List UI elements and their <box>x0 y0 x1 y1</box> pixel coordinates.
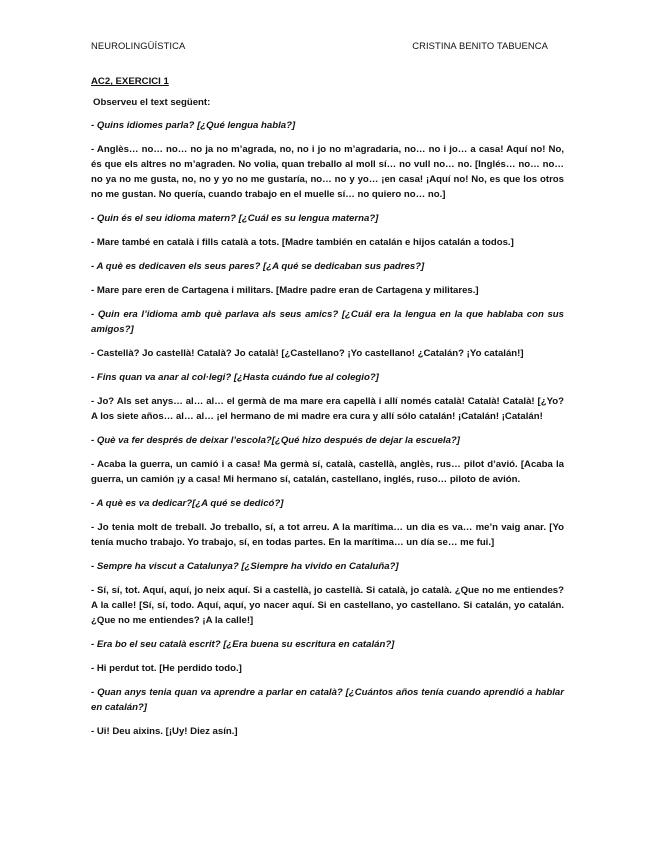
question-1: - Quins idiomes parla? [¿Qué lengua habla?] <box>91 120 296 131</box>
answer-1: - Anglès… no… no… no ja no m’agrada, no, no i jo no m’agradaria, no… no i jo… a casa! Aquí no! No, és que els altres no m’agraden. No volia, quan treballo al moll sí… no vull no… no. [Inglés… no… no… no ya no me gusta, no, no y yo no me gustaría, no… no y yo… ¡en casa! ¡Aquí no! No, es que los otros no me gustan. No quería, cuando trabajo en el muelle sí… no quiero no… no.] <box>91 144 564 200</box>
question-7: - A què es va dedicar?[¿A qué se dedicó?] <box>91 498 284 509</box>
page-header <box>91 40 548 51</box>
question-6: - Què va fer després de deixar l’escola?[¿Qué hizo después de dejar la escuela?] <box>91 435 460 446</box>
answer-7: - Jo tenia molt de treball. Jo treballo, sí, a tot arreu. A la marítima… un dia es va… me’n vaig anar. [Yo tenía mucho trabajo. Yo trabajo, sí, en todas partes. En la marítima… un día se… me fui.] <box>91 522 564 548</box>
answer-5: - Jo? Als set anys… al… al… el germà de ma mare era capellà i allí només català! Català! Català! [¿Yo? A los siete años… al… al… ¡el hermano de mi madre era cura y allí sólo catalán! ¡Catalán! ¡Catalán! <box>91 396 564 422</box>
question-9: - Era bo el seu català escrit? [¿Era buena su escritura en catalán?] <box>91 639 395 650</box>
answer-6: - Acaba la guerra, un camió i a casa! Ma germà sí, català, castellà, anglès, rus… pilot d’avió. [Acaba la guerra, un camión ¡y a casa! Mi hermano sí, catalán, castellano, inglés, ruso… piloto de avión. <box>91 459 564 485</box>
answer-10: - Ui! Deu aixins. [¡Uy! Diez asín.] <box>91 726 238 737</box>
answer-3: - Mare pare eren de Cartagena i militars. [Madre padre eran de Cartagena y militares.] <box>91 285 479 296</box>
exercise-title: AC2, EXERCICI 1 <box>91 76 169 87</box>
answer-4: - Castellà? Jo castellà! Català? Jo català! [¿Castellano? ¡Yo castellano! ¿Catalán? ¡Yo catalán!] <box>91 348 524 359</box>
question-5: - Fins quan va anar al col·legi? [¿Hasta cuándo fue al colegio?] <box>91 372 379 383</box>
question-4: - Quin era l’idioma amb què parlava als seus amics? [¿Cuál era la lengua en la que hablaba con sus amigos?] <box>91 309 564 335</box>
page-content <box>91 76 564 748</box>
answer-8: - Sí, sí, tot. Aquí, aquí, jo neix aquí. Si a castellà, jo castellà. Si català, jo català. ¿Que no me entiendes? A la calle! [Sí, sí, todo. Aquí, aquí, yo nacer aquí. Si en castellano, yo castellano. Si catalán, yo catalán. ¿Que no me entiendes? ¡A la calle!] <box>91 585 564 626</box>
answer-9: - Hi perdut tot. [He perdido todo.] <box>91 663 242 674</box>
answer-2: - Mare també en català i fills català a tots. [Madre también en catalán e hijos catalán a todos.] <box>91 237 514 248</box>
header-course: NEUROLINGÜÍSTICA <box>91 40 186 51</box>
header-author: CRISTINA BENITO TABUENCA <box>412 40 548 51</box>
question-2: - Quin és el seu idioma matern? [¿Cuál es su lengua materna?] <box>91 213 379 224</box>
question-8: - Sempre ha viscut a Catalunya? [¿Siempre ha vivido en Cataluña?] <box>91 561 399 572</box>
exercise-intro: Observeu el text següent: <box>93 97 211 108</box>
question-10: - Quan anys tenia quan va aprendre a parlar en català? [¿Cuántos años tenía cuando aprendió a hablar en catalán?] <box>91 687 564 713</box>
question-3: - A què es dedicaven els seus pares? [¿A qué se dedicaban sus padres?] <box>91 261 425 272</box>
